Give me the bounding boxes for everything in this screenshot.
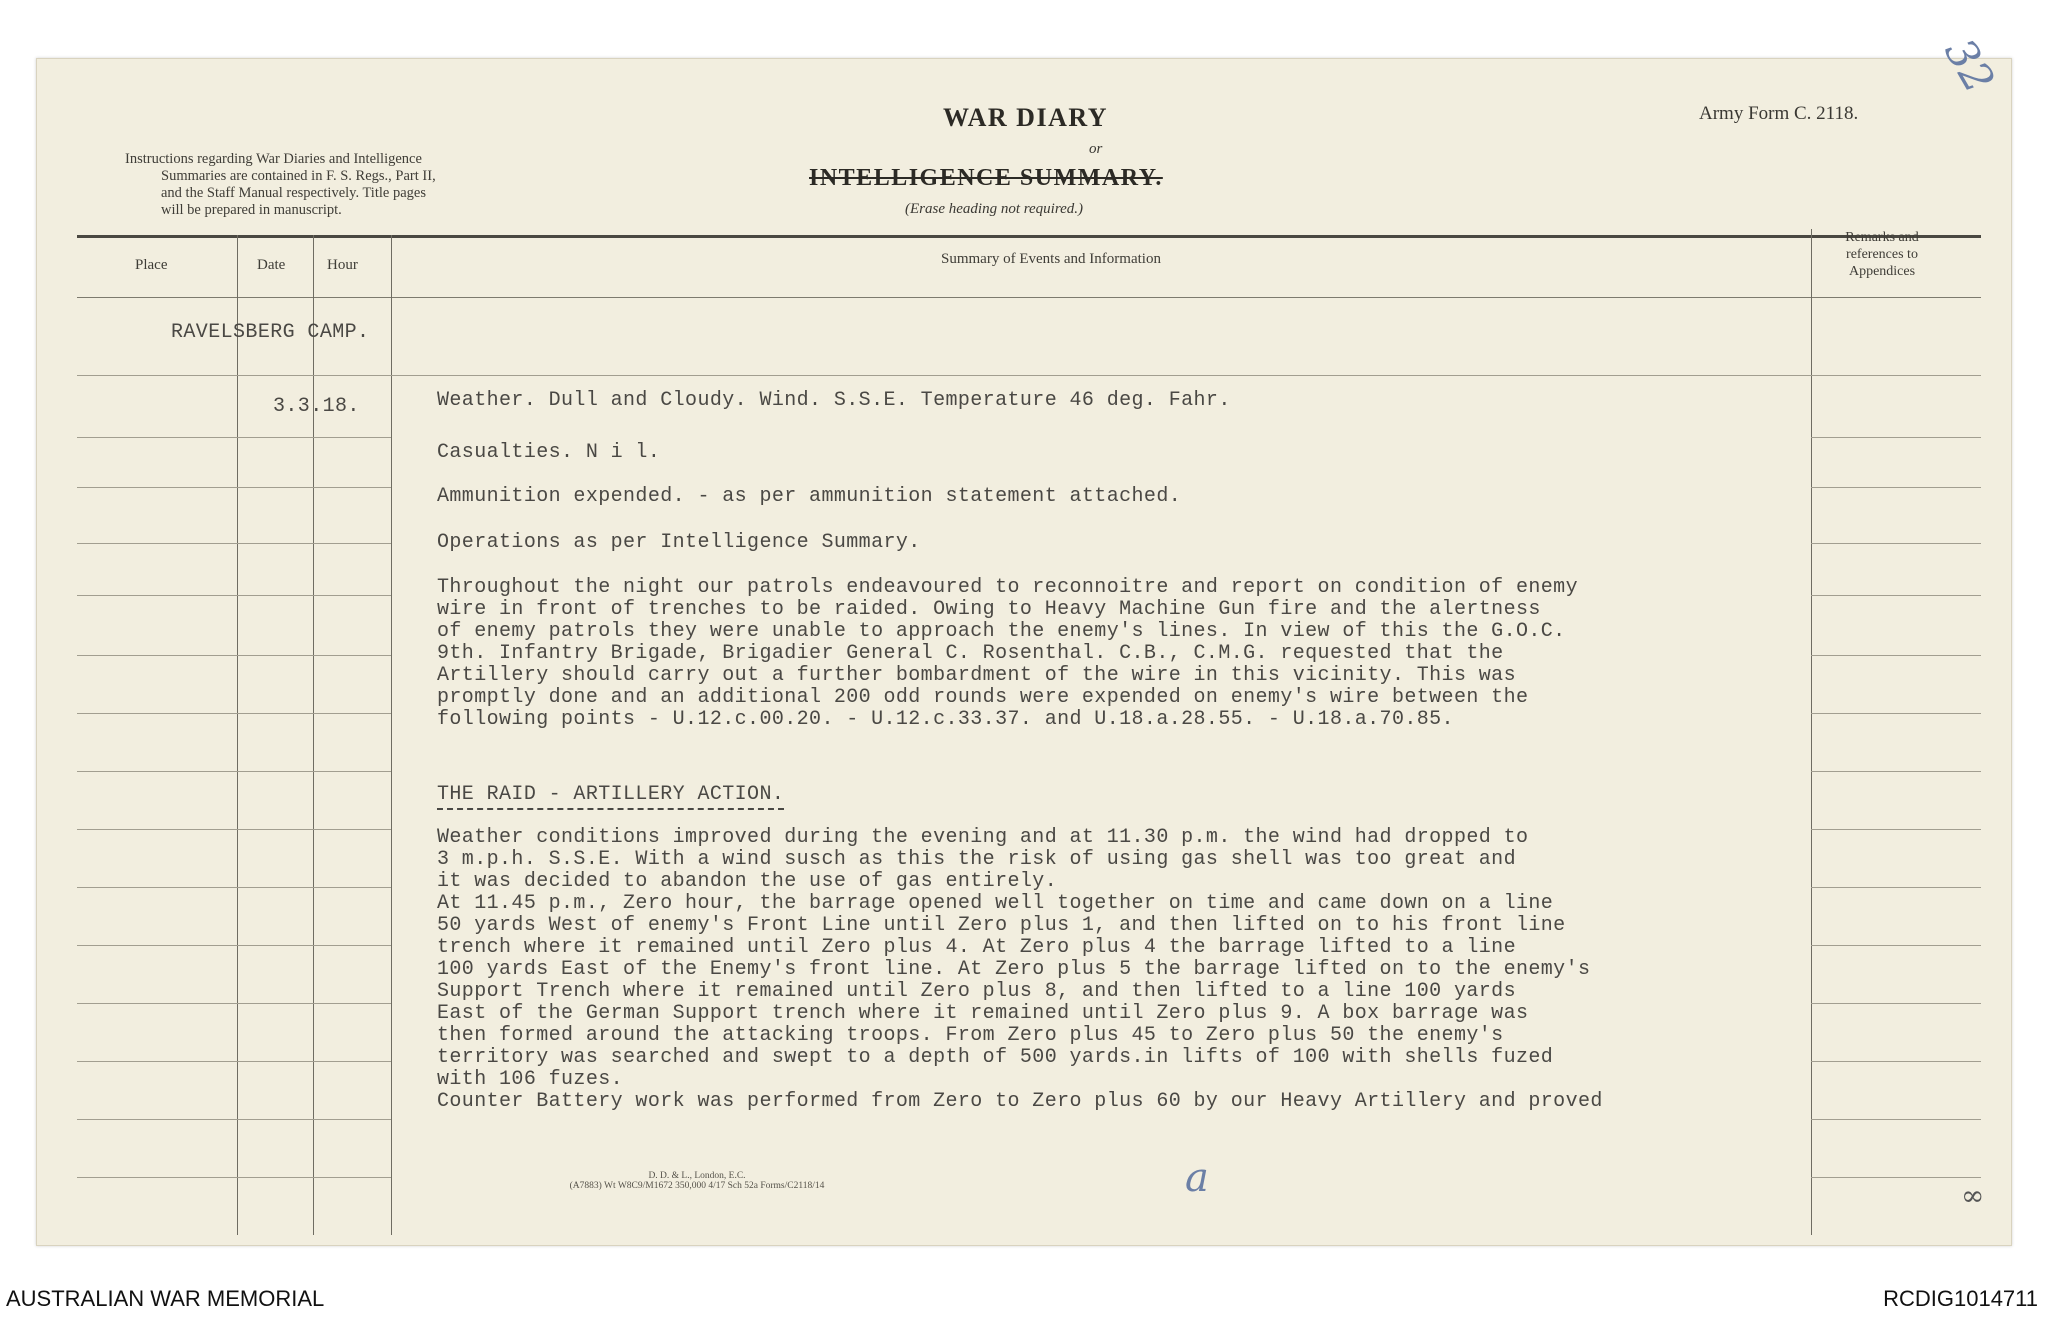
form-title-or: or xyxy=(1089,141,1103,157)
paragraph-line: promptly done and an additional 200 odd rounds were expended on enemy's wire between the xyxy=(437,686,1529,709)
ruled-line xyxy=(77,1119,391,1120)
instructions-line: Summaries are contained in F. S. Regs., Part II, xyxy=(161,168,436,184)
ruled-line xyxy=(77,1003,391,1004)
paragraph-line: it was decided to abandon the use of gas entirely. xyxy=(437,870,1058,893)
ruled-line xyxy=(1811,595,1981,596)
ruled-line xyxy=(77,713,391,714)
ruled-line xyxy=(77,1061,391,1062)
entry-place: RAVELSBERG CAMP. xyxy=(171,321,370,344)
ruled-line xyxy=(1811,655,1981,656)
column-divider xyxy=(237,235,238,1235)
ruled-line xyxy=(77,771,391,772)
paragraph-raid xyxy=(437,827,1603,1113)
ruled-line xyxy=(77,655,391,656)
handwritten-mark: a xyxy=(1185,1155,1209,1201)
column-header-place: Place xyxy=(135,257,168,273)
paragraph-line: following points - U.12.c.00.20. - U.12.c.33.37. and U.18.a.28.55. - U.18.a.70.85. xyxy=(437,708,1454,731)
ruled-line xyxy=(77,437,391,438)
remarks-header-line: Remarks and xyxy=(1845,230,1919,245)
column-divider xyxy=(1811,229,1812,1235)
ruled-line xyxy=(1811,543,1981,544)
ruled-line xyxy=(1811,713,1981,714)
diary-sheet xyxy=(36,30,2012,1246)
paragraph-line: 100 yards East of the Enemy's front line. At Zero plus 5 the barrage lifted on to the enemy's xyxy=(437,958,1591,981)
instructions-line: and the Staff Manual respectively. Title pages xyxy=(161,185,426,201)
ruled-line xyxy=(77,945,391,946)
ruled-line xyxy=(1811,487,1981,488)
entry-date: 3.3.18. xyxy=(273,395,360,418)
entry-ammunition: Ammunition expended. - as per ammunition statement attached. xyxy=(437,485,1182,508)
paragraph-line: trench where it remained until Zero plus 4. At Zero plus 4 the barrage lifted to a line xyxy=(437,936,1516,959)
header-bottom-rule xyxy=(77,297,1981,298)
army-form-label: Army Form C. 2118. xyxy=(1699,103,1859,124)
remarks-header-line: Appendices xyxy=(1848,264,1916,279)
ruled-line xyxy=(1811,437,1981,438)
ruled-line xyxy=(1811,1061,1981,1062)
printer-line: (A7883) Wt W8C9/M1672 350,000 4/17 Sch 52a Forms/C2118/14 xyxy=(569,1181,825,1191)
column-header-date: Date xyxy=(257,257,286,273)
ruled-line xyxy=(77,829,391,830)
entry-operations: Operations as per Intelligence Summary. xyxy=(437,531,921,554)
ruled-line xyxy=(1811,1003,1981,1004)
ruled-line xyxy=(77,887,391,888)
ruled-line xyxy=(77,375,1981,376)
ruled-line xyxy=(77,543,391,544)
column-header-summary: Summary of Events and Information xyxy=(941,251,1161,267)
printer-line: D. D. & L., London, E.C. xyxy=(648,1171,746,1181)
column-divider xyxy=(313,235,314,1235)
entry-casualties: Casualties. N i l. xyxy=(437,441,661,464)
paragraph-line: of enemy patrols they were unable to approach the enemy's lines. In view of this the G.O.C. xyxy=(437,620,1566,643)
archive-caption-right: RCDIG1014711 xyxy=(1883,1286,2038,1311)
remarks-header-line: references to xyxy=(1846,247,1918,262)
archive-caption-left: AUSTRALIAN WAR MEMORIAL xyxy=(6,1286,325,1311)
ruled-line xyxy=(1811,1119,1981,1120)
instructions-block xyxy=(125,151,605,219)
instructions-line: Instructions regarding War Diaries and Intelligence xyxy=(125,151,422,167)
form-subtitle: INTELLIGENCE SUMMARY. xyxy=(809,165,1163,191)
ruled-line xyxy=(1811,829,1981,830)
header-rule xyxy=(77,235,1981,238)
paragraph-line: territory was searched and swept to a depth of 500 yards.in lifts of 100 with shells fuzed xyxy=(437,1046,1554,1069)
instructions-line: will be prepared in manuscript. xyxy=(161,202,342,218)
paragraph-patrols xyxy=(437,577,1578,731)
corner-mark: ∞ xyxy=(1961,1179,1985,1212)
ruled-line xyxy=(77,1177,391,1178)
paragraph-line: wire in front of trenches to be raided. Owing to Heavy Machine Gun fire and the alertness xyxy=(437,598,1541,621)
entry-weather: Weather. Dull and Cloudy. Wind. S.S.E. Temperature 46 deg. Fahr. xyxy=(437,389,1231,412)
column-header-hour: Hour xyxy=(327,257,358,273)
paragraph-line: Support Trench where it remained until Zero plus 8, and then lifted to a line 100 yards xyxy=(437,980,1516,1003)
ruled-line xyxy=(77,487,391,488)
paragraph-line: with 106 fuzes. xyxy=(437,1068,624,1091)
paragraph-line: 3 m.p.h. S.S.E. With a wind susch as this the risk of using gas shell was too great and xyxy=(437,848,1516,871)
paragraph-line: Throughout the night our patrols endeavoured to reconnoitre and report on condition of enemy xyxy=(437,576,1578,599)
ruled-line xyxy=(1811,1177,1981,1178)
column-header-remarks xyxy=(1807,229,1957,280)
page-number-handwritten: 32 xyxy=(1935,30,2005,101)
paragraph-line: East of the German Support trench where it remained until Zero plus 9. A box barrage was xyxy=(437,1002,1529,1025)
form-title: WAR DIARY xyxy=(943,103,1108,132)
paragraph-line: 9th. Infantry Brigade, Brigadier General C. Rosenthal. C.B., C.M.G. requested that the xyxy=(437,642,1504,665)
ruled-line xyxy=(1811,771,1981,772)
ruled-line xyxy=(1811,887,1981,888)
paragraph-line: Artillery should carry out a further bombardment of the wire in this vicinity. This was xyxy=(437,664,1516,687)
raid-heading: THE RAID - ARTILLERY ACTION. xyxy=(437,783,784,810)
paragraph-line: then formed around the attacking troops. From Zero plus 45 to Zero plus 50 the enemy's xyxy=(437,1024,1504,1047)
column-divider xyxy=(391,235,392,1235)
paragraph-line: At 11.45 p.m., Zero hour, the barrage opened well together on time and came down on a line xyxy=(437,892,1554,915)
paragraph-line: 50 yards West of enemy's Front Line until Zero plus 1, and then lifted on to his front line xyxy=(437,914,1566,937)
paragraph-line: Counter Battery work was performed from Zero to Zero plus 60 by our Heavy Artillery and proved xyxy=(437,1090,1603,1113)
printer-imprint xyxy=(487,1171,907,1191)
erase-note: (Erase heading not required.) xyxy=(905,201,1084,217)
paragraph-line: Weather conditions improved during the evening and at 11.30 p.m. the wind had dropped to xyxy=(437,826,1529,849)
ruled-line xyxy=(77,595,391,596)
ruled-line xyxy=(1811,945,1981,946)
